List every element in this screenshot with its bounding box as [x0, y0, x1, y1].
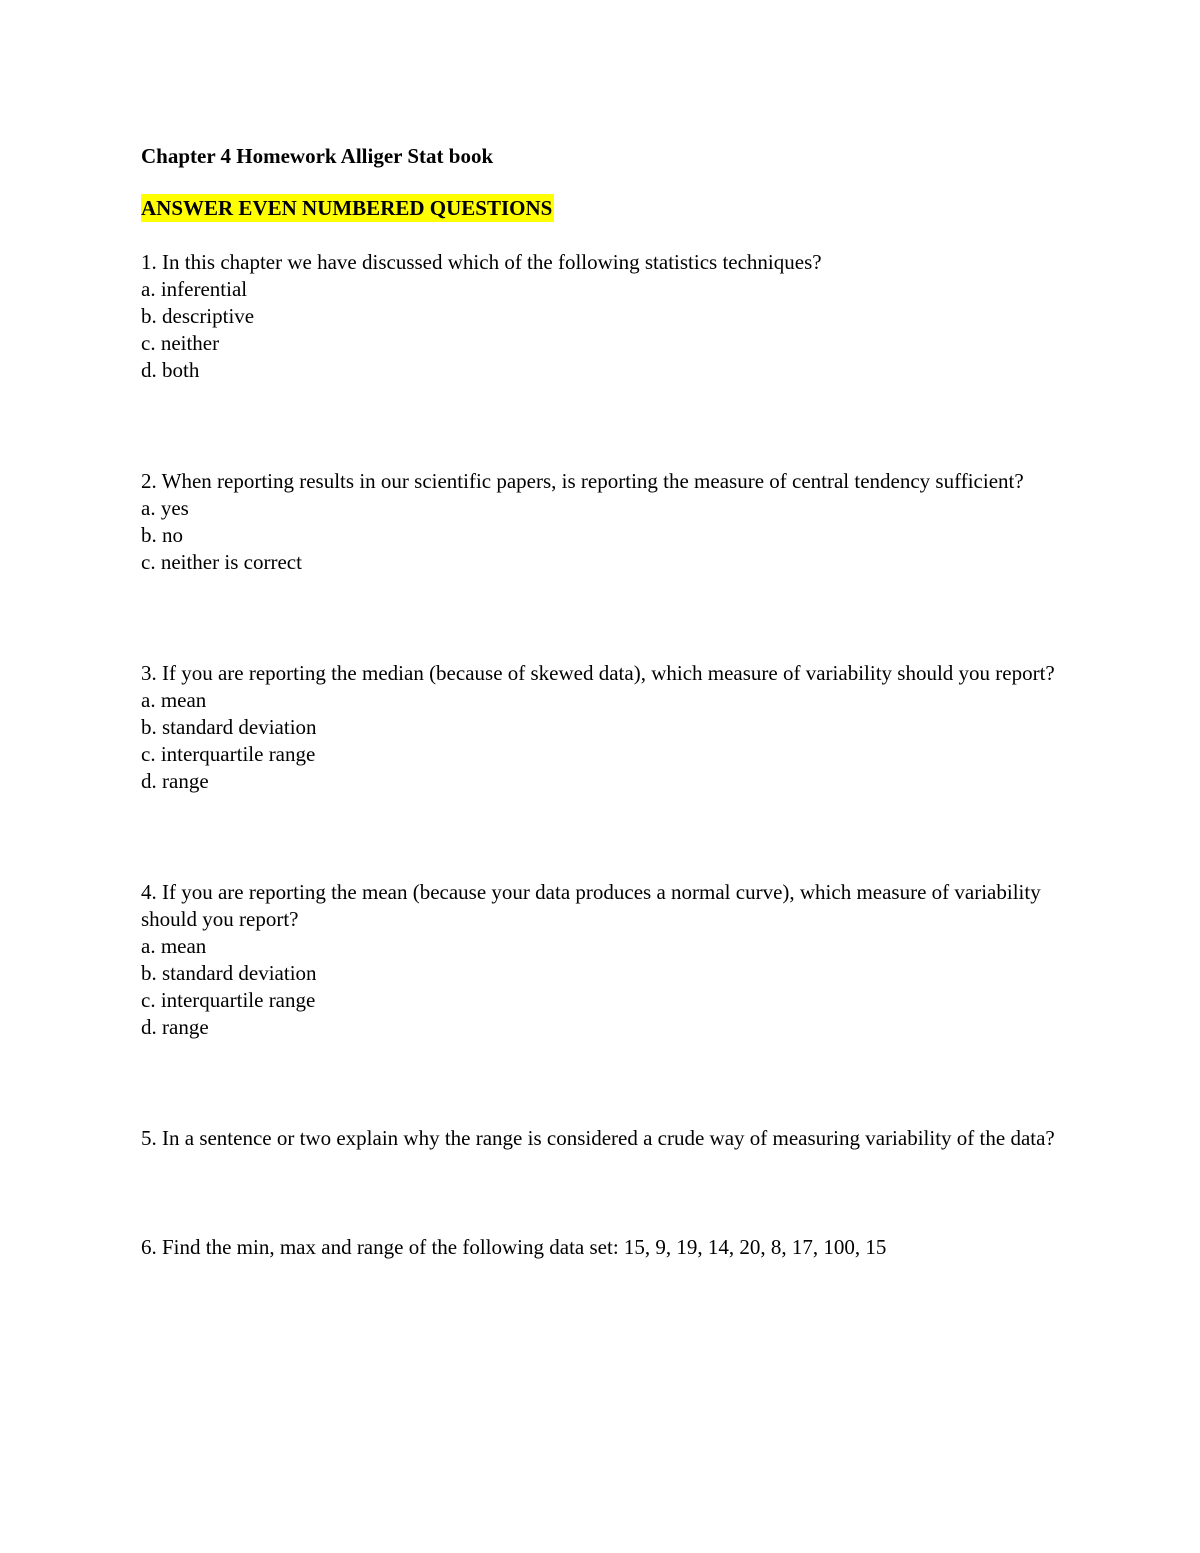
answer-option: b. no	[141, 523, 183, 547]
document-page	[141, 140, 1071, 1261]
question-2	[141, 468, 1071, 576]
instruction-text: ANSWER EVEN NUMBERED QUESTIONS	[141, 196, 553, 220]
question-text: 5. In a sentence or two explain why the range is considered a crude way of measuring variability of the data?	[141, 1126, 1055, 1150]
question-text: 6. Find the min, max and range of the following data set: 15, 9, 19, 14, 20, 8, 17, 100, 15	[141, 1235, 887, 1259]
question-text: 4. If you are reporting the mean (because your data produces a normal curve), which measure of variability should you report?	[141, 880, 1041, 931]
question-text: 2. When reporting results in our scientific papers, is reporting the measure of central tendency sufficient?	[141, 469, 1024, 493]
answer-option: a. mean	[141, 934, 207, 958]
answer-option: c. neither is correct	[141, 550, 302, 574]
answer-option: a. mean	[141, 688, 207, 712]
question-5	[141, 1125, 1071, 1152]
answer-option: c. neither	[141, 331, 220, 355]
question-1	[141, 249, 1071, 384]
question-text: 1. In this chapter we have discussed which of the following statistics techniques?	[141, 250, 822, 274]
answer-option: c. interquartile range	[141, 988, 316, 1012]
question-6	[141, 1234, 1071, 1261]
question-4	[141, 879, 1071, 1041]
answer-option: b. descriptive	[141, 304, 255, 328]
answer-option: d. range	[141, 1015, 209, 1039]
instruction-banner	[141, 194, 1071, 222]
answer-option: a. yes	[141, 496, 189, 520]
answer-option: b. standard deviation	[141, 961, 317, 985]
question-text: 3. If you are reporting the median (because of skewed data), which measure of variability should you report?	[141, 661, 1055, 685]
answer-option: a. inferential	[141, 277, 248, 301]
question-3	[141, 660, 1071, 795]
answer-option: b. standard deviation	[141, 715, 317, 739]
answer-option: d. both	[141, 358, 200, 382]
answer-option: c. interquartile range	[141, 742, 316, 766]
page-title: Chapter 4 Homework Alliger Stat book	[141, 144, 494, 168]
answer-option: d. range	[141, 769, 209, 793]
